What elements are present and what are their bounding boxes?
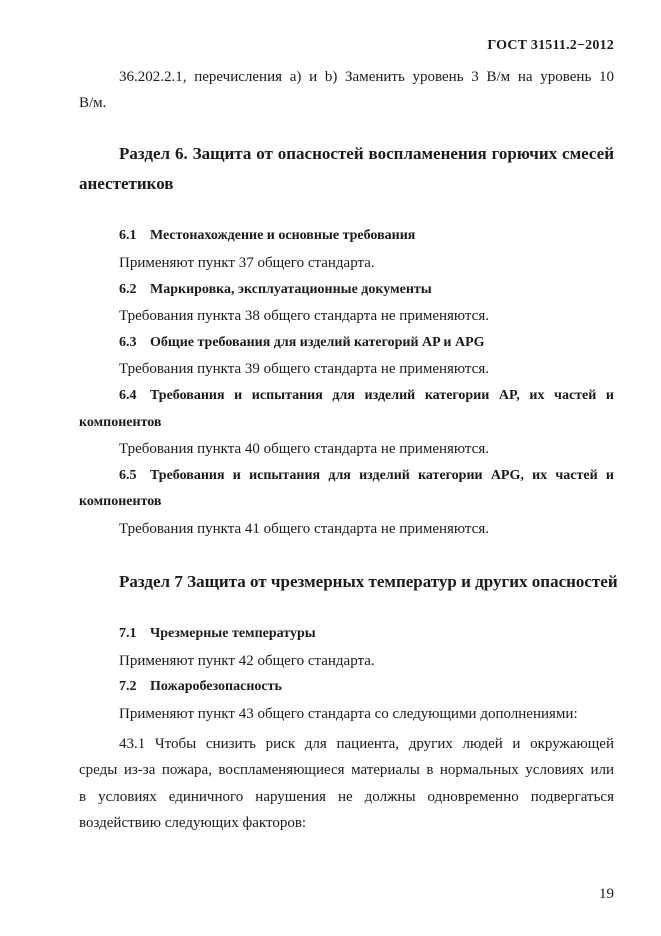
- subsection-6-5-text: Требования пункта 41 общего стандарта не применяются.: [119, 521, 489, 537]
- intro-line-1: 36.202.2.1, перечисления a) и b) Заменить уровень 3 В/м на уровень 10: [119, 69, 614, 85]
- subsection-6-2-heading: [119, 280, 432, 300]
- subsection-number: 6.4: [119, 388, 137, 403]
- subsection-6-1-text: Применяют пункт 37 общего стандарта.: [119, 255, 375, 271]
- subsection-title: Чрезмерные температуры: [150, 626, 316, 641]
- subsection-6-2-text: Требования пункта 38 общего стандарта не применяются.: [119, 308, 489, 324]
- clause-43-1-line-4: воздействию следующих факторов:: [79, 815, 307, 831]
- section-6-title-line-2: анестетиков: [79, 174, 174, 193]
- subsection-number: 7.2: [119, 679, 137, 694]
- subsection-title: Маркировка, эксплуатационные документы: [150, 282, 432, 297]
- subsection-7-2-heading: [119, 677, 282, 697]
- section-6-title-line-1: Раздел 6. Защита от опасностей воспламенения горючих смесей: [119, 144, 614, 163]
- subsection-number: 7.1: [119, 626, 137, 641]
- intro-line-2: В/м.: [79, 95, 107, 111]
- subsection-6-5-heading-cont: компонентов: [79, 494, 162, 509]
- subsection-6-4-text: Требования пункта 40 общего стандарта не применяются.: [119, 441, 489, 457]
- subsection-6-1-heading: [119, 226, 415, 246]
- subsection-6-4-heading-cont: компонентов: [79, 415, 162, 430]
- clause-43-1-line-2: среды из-за пожара, воспламеняющиеся материалы в нормальных условиях или: [79, 762, 614, 778]
- subsection-6-3-text: Требования пункта 39 общего стандарта не применяются.: [119, 361, 489, 377]
- subsection-6-3-heading: [119, 333, 485, 353]
- section-7-title: Раздел 7 Защита от чрезмерных температур и других опасностей: [119, 572, 618, 591]
- subsection-7-2-text: Применяют пункт 43 общего стандарта со следующими дополнениями:: [119, 706, 578, 722]
- subsection-7-1-heading: [119, 624, 316, 644]
- subsection-number: 6.1: [119, 228, 137, 243]
- standard-header: ГОСТ 31511.2−2012: [487, 38, 614, 53]
- subsection-7-1-text: Применяют пункт 42 общего стандарта.: [119, 653, 375, 669]
- page-number: 19: [599, 886, 614, 902]
- subsection-6-5-heading: [119, 466, 614, 486]
- subsection-6-4-heading: [119, 386, 614, 406]
- subsection-title: Пожаробезопасность: [150, 679, 282, 694]
- subsection-number: 6.2: [119, 282, 137, 297]
- subsection-number: 6.5: [119, 468, 137, 483]
- subsection-number: 6.3: [119, 335, 137, 350]
- subsection-title: Требования и испытания для изделий категории APG, их частей и: [150, 468, 614, 483]
- clause-43-1-line-1: 43.1 Чтобы снизить риск для пациента, других людей и окружающей: [119, 736, 614, 752]
- subsection-title: Требования и испытания для изделий категории AP, их частей и: [150, 388, 614, 403]
- subsection-title: Местонахождение и основные требования: [150, 228, 416, 243]
- clause-43-1-line-3: в условиях единичного нарушения не должны одновременно подвергаться: [79, 789, 614, 805]
- subsection-title: Общие требования для изделий категорий AP и APG: [150, 335, 485, 350]
